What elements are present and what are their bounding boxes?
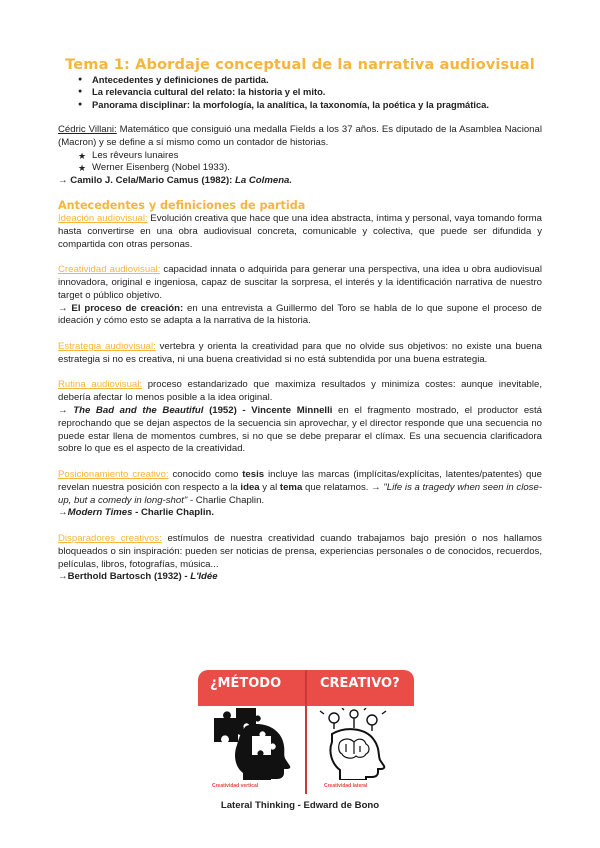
posicionamiento-ref-title: Modern Times [67,507,133,519]
posicionamiento-reference [58,507,542,520]
page-title: Tema 1: Abordaje conceptual de la narrativa audiovisual [65,56,535,73]
rutina-text: proceso estandarizado que maximiza resultados y minimiza costes: aunque inevitable, debería afectar lo menos posible a la idea original. [58,379,542,404]
disparadores-ref-bold: →Berthold Bartosch (1932) - [58,571,191,583]
intro-bullet: ● Panorama disciplinar: la morfología, la analítica, la taxonomía, la poética y la pragmática. [78,99,542,111]
estrategia-paragraph [58,341,542,367]
figure-card [198,670,414,794]
rutina-ref-title: The Bad and the Beautiful [73,404,204,416]
villani-ref-bold: → Camilo J. Cela/Mario Camus (1982): [58,175,236,187]
creativo-word: CREATIVO? [320,676,400,691]
creatividad-paragraph [58,264,542,302]
creatividad-ref-bold: → El proceso de creación: [58,302,184,314]
creatividad-reference [58,303,542,329]
creatividad-text: capacidad innata o adquirida para generar una perspectiva, una idea u obra audiovisual innovadora, original e ingeniosa, capaz de suscitar la sorpresa, el interés y la identificación narrativa de nuestro target o público objetivo. [58,264,542,301]
disparadores-term: Disparadores creativos: [58,532,162,544]
head-outline [330,729,384,780]
ideacion-text: Evolución creativa que hace que una idea abstracta, íntima y personal, vaya tomando forma hasta convertirse en una obra audiovisual concreta, comunicable y colectiva, que puede ser difundida y compartida con otras personas. [58,213,542,250]
disparadores-text: estímulos de nuestra creatividad cuando trabajamos bajo presión o nos hallamos bloqueados o sin inspiración: pueden ser noticias de prensa, experiencias personales o de conocidos, recuerdos, películas, libros, fotografías, música... [58,532,542,570]
brain-doodle [339,739,369,758]
tema-word: tema [279,481,303,493]
villani-paragraph [58,124,542,150]
posicionamiento-text: y al [259,481,280,493]
estrategia-term: Estrategia audiovisual: [58,340,156,352]
vertical-caption: Creatividad vertical [212,783,259,789]
posicionamiento-text: que relatamos. → [302,481,384,493]
estrategia-text: vertebra y orienta la creatividad para que no olvide sus objetivos: no existe una buena estrategia si no es creativa, ni una buena creatividad si no está subtendida por una buena estrategia. [58,340,542,365]
rutina-reference [58,405,542,456]
posicionamiento-text: incluye las marcas (implícitas/explícitas, latentes/patentes) que revelan nuestra posición con respecto a la [58,468,542,493]
lateral-thinking-figure [198,670,414,800]
villani-star-list [78,150,542,176]
star-item: ★ Werner Eisenberg (Nobel 1933). [78,162,542,175]
star-item: ★ Les rêveurs lunaires [78,150,542,163]
rutina-ref-bold: (1952) - Vincente Minnelli [203,404,333,416]
rutina-ref-text: en el fragmento mostrado, el productor está reprochando que se dejan aspectos de la secuencia sin aprovechar, y el director responde que una secuencia no puede estar llena de momentos cumbres, si no que se debe preparar el clímax. Es una secuencia clarificadora sobre lo que es el aspecto de la creatividad. [58,404,542,455]
vertical-head-icon [206,708,302,780]
section-heading: Antecedentes y definiciones de partida [58,199,306,212]
posicionamiento-text: - Charlie Chaplin. [187,494,265,506]
rutina-term: Rutina audiovisual: [58,379,143,391]
lateral-caption: Creatividad lateral [324,783,368,789]
metodo-word: ¿MÉTODO [210,676,282,691]
chaplin-quote: "Life is a tragedy when seen in close-up, but a comedy in long-shot" [58,481,543,506]
tesis-word: tesis [242,468,265,480]
creatividad-term: Creatividad audiovisual: [58,264,161,276]
posicionamiento-ref-arrow: → [58,507,68,519]
villani-reference [58,175,542,188]
idea-word: idea [240,481,260,493]
creatividad-ref-text: en una entrevista a Guillermo del Toro se habla de lo que supone el proceso de ideación y cómo esto se adapta a la narrativa de la historia. [58,302,543,327]
figure-divider [305,670,307,794]
disparadores-ref-title: L'Idée [190,571,218,583]
posicionamiento-paragraph [58,469,542,507]
document-page [58,56,542,584]
intro-bullet: ● Antecedentes y definiciones de partida. [78,74,542,86]
rutina-ref-arrow: → [58,404,74,416]
villani-text: Matemático que consiguió una medalla Fields a los 37 años. Es diputado de la Asamblea Nacional (Macron) y se define a sí mismo como un contador de historias. [58,124,542,148]
ideacion-paragraph [58,213,542,251]
ideacion-term: Ideación audiovisual: [58,213,148,224]
lateral-head-icon [310,708,406,780]
posicionamiento-term: Posicionamiento creativo: [58,468,169,480]
disparadores-paragraph [58,533,542,571]
intro-bullet-list [78,74,542,111]
intro-bullet: ● La relevancia cultural del relato: la historia y el mito. [78,86,542,98]
posicionamiento-ref-bold: - Charlie Chaplin. [132,507,215,519]
rutina-paragraph [58,379,542,405]
disparadores-reference [58,571,542,584]
villani-name: Cédric Villani: [58,124,117,136]
villani-ref-title: La Colmena. [235,175,293,187]
idea-lightbulbs-icon [320,708,386,731]
figure-caption: Lateral Thinking - Edward de Bono [220,800,380,811]
posicionamiento-text: conocido como [168,468,243,480]
